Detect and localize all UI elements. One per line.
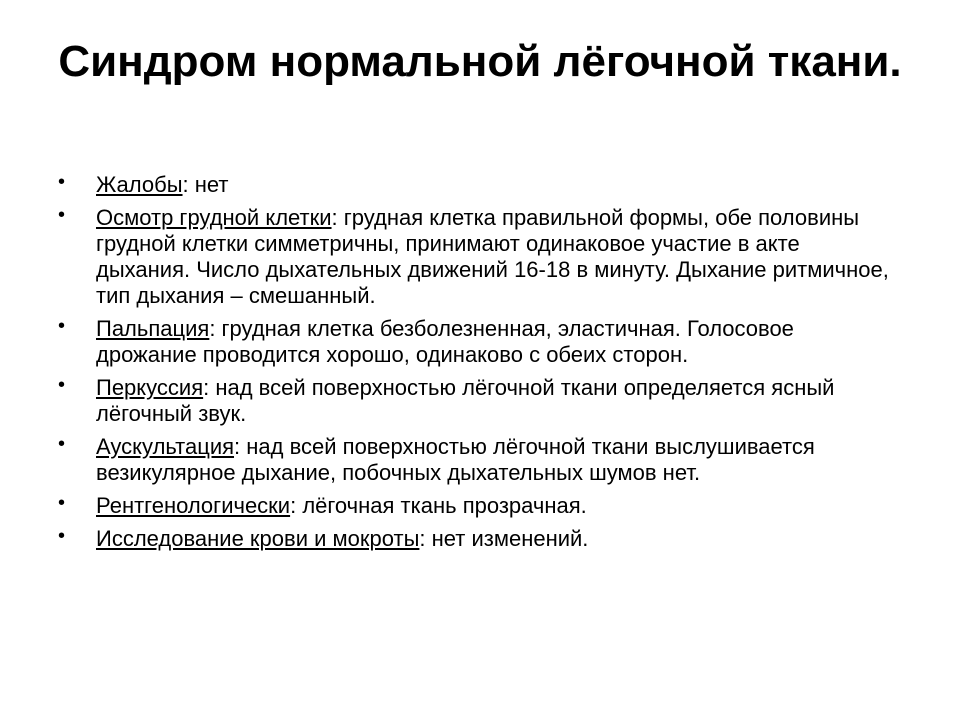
item-text: : лёгочная ткань прозрачная. — [290, 493, 587, 518]
item-term: Осмотр грудной клетки — [96, 205, 332, 230]
item-term: Исследование крови и мокроты — [96, 526, 420, 551]
item-term: Жалобы — [96, 172, 183, 197]
bullet-icon: • — [58, 171, 66, 193]
bullet-icon: • — [58, 492, 66, 514]
item-term: Аускультация — [96, 434, 235, 459]
item-text: : грудная клетка правильной формы, обе половины грудной клетки симметричны, принимают одинаковое участие в акте дыхания. Число дыхательных движений 16-18 в минуту. Дыхание ритмичное, тип дыхания – смешанный. — [96, 205, 889, 308]
list-item — [58, 316, 898, 368]
bullet-icon: • — [58, 433, 66, 455]
list-item — [58, 205, 898, 309]
item-term: Перкуссия — [96, 375, 204, 400]
item-text: : нет изменений. — [419, 526, 589, 551]
list-item — [58, 493, 898, 519]
item-term: Рентгенологически — [96, 493, 291, 518]
slide-title: Синдром нормальной лёгочной ткани. — [58, 37, 902, 86]
item-text: : над всей поверхностью лёгочной ткани определяется ясный лёгочный звук. — [96, 375, 835, 426]
bullet-icon: • — [58, 374, 66, 396]
bullet-icon: • — [58, 204, 66, 226]
bullet-icon: • — [58, 525, 66, 547]
list-item — [58, 526, 898, 552]
list-item — [58, 434, 898, 486]
item-term: Пальпация — [96, 316, 210, 341]
list-item — [58, 172, 898, 198]
item-text: : нет — [182, 172, 229, 197]
item-text: : над всей поверхностью лёгочной ткани выслушивается везикулярное дыхание, побочных дыхательных шумов нет. — [96, 434, 815, 485]
list-item — [58, 375, 898, 427]
bullet-list — [58, 172, 898, 559]
bullet-icon: • — [58, 315, 66, 337]
item-text: : грудная клетка безболезненная, эластичная. Голосовое дрожание проводится хорошо, одинаково с обеих сторон. — [96, 316, 794, 367]
